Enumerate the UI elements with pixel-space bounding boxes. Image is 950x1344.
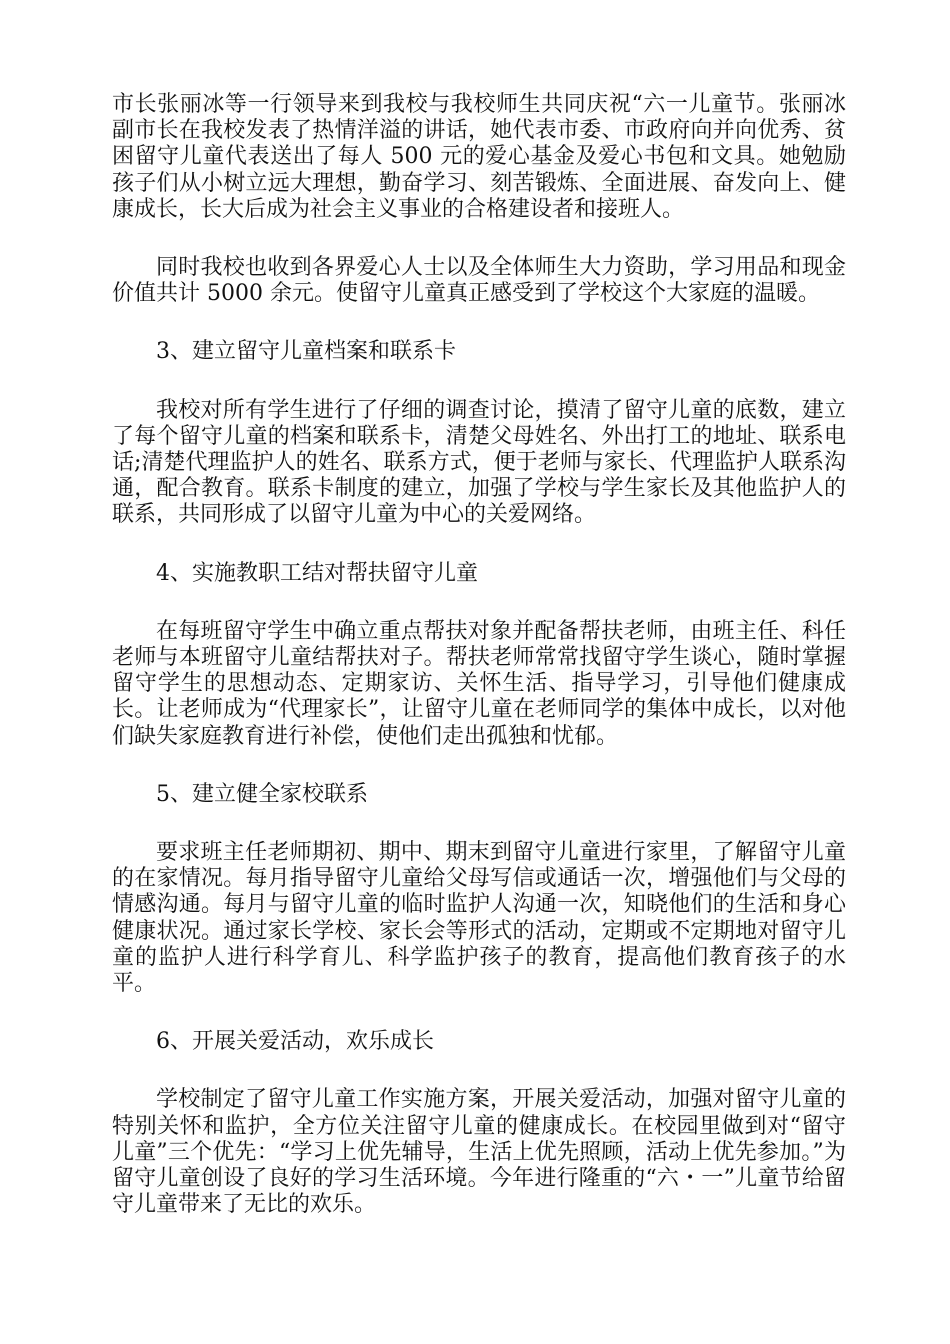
section-heading-archives: 3、建立留守儿童档案和联系卡	[156, 339, 456, 365]
paragraph-spacer	[112, 307, 846, 339]
paragraph-donations: 同时我校也收到各界爱心人士以及全体师生大力资助，学习用品和现金价值共计 5000 余元。使留守儿童真正感受到了学校这个大家庭的温暖。	[112, 255, 846, 307]
paragraph-spacer	[112, 1055, 846, 1087]
section-body-home-school: 要求班主任老师期初、期中、期末到留守儿童进行家里，了解留守儿童的在家情况。每月指导留守儿童给父母写信或通话一次，增强他们与父母的情感沟通。每月与留守儿童的临时监护人沟通一次，知晓他们的生活和身心健康状况。通过家长学校、家长会等形式的活动，定期或不定期地对留守儿童的监护人进行科学育儿、科学监护孩子的教育，提高他们教育孩子的水平。	[112, 840, 846, 997]
document-page	[112, 92, 846, 1219]
section-body-archives: 我校对所有学生进行了仔细的调查讨论，摸清了留守儿童的底数，建立了每个留守儿童的档案和联系卡，清楚父母姓名、外出打工的地址、联系电话;清楚代理监护人的姓名、联系方式，便于老师与家长、代理监护人联系沟通，配合教育。联系卡制度的建立，加强了学校与学生家长及其他监护人的联系，共同形成了以留守儿童为中心的关爱网络。	[112, 397, 846, 528]
paragraph-spacer	[112, 997, 846, 1029]
section-body-care-activities: 学校制定了留守儿童工作实施方案，开展关爱活动，加强对留守儿童的特别关怀和监护，全方位关注留守儿童的健康成长。在校园里做到对“留守儿童”三个优先：“学习上优先辅导，生活上优先照顾，活动上优先参加。”为留守儿童创设了良好的学习生活环境。今年进行隆重的“六・一”儿童节给留守儿童带来了无比的欢乐。	[112, 1087, 846, 1218]
paragraph-spacer	[112, 529, 846, 561]
paragraph-spacer	[112, 808, 846, 840]
section-body-mentoring: 在每班留守学生中确立重点帮扶对象并配备帮扶老师，由班主任、科任老师与本班留守儿童结帮扶对子。帮扶老师常常找留守学生谈心，随时掌握留守学生的思想动态、定期家访、关怀生活、指导学习，引导他们健康成长。让老师成为“代理家长”，让留守儿童在老师同学的集体中成长，以对他们缺失家庭教育进行补偿，使他们走出孤独和忧郁。	[112, 618, 846, 749]
paragraph-spacer	[112, 587, 846, 619]
paragraph-celebration: 市长张丽冰等一行领导来到我校与我校师生共同庆祝“六一儿童节。张丽冰副市长在我校发表了热情洋溢的讲话，她代表市委、市政府向并向优秀、贫困留守儿童代表送出了每人 500 元的爱心基金及爱心书包和文具。她勉励孩子们从小树立远大理想，勤奋学习、刻苦锻炼、全面进展、奋发向上、健康成长，长大后成为社会主义事业的合格建设者和接班人。	[112, 92, 846, 222]
section-heading-mentoring: 4、实施教职工结对帮扶留守儿童	[156, 560, 478, 586]
section-heading-care-activities: 6、开展关爱活动，欢乐成长	[156, 1029, 434, 1055]
paragraph-spacer	[112, 750, 846, 782]
paragraph-spacer	[112, 366, 846, 398]
paragraph-spacer	[112, 223, 846, 255]
section-heading-home-school: 5、建立健全家校联系	[156, 781, 368, 807]
